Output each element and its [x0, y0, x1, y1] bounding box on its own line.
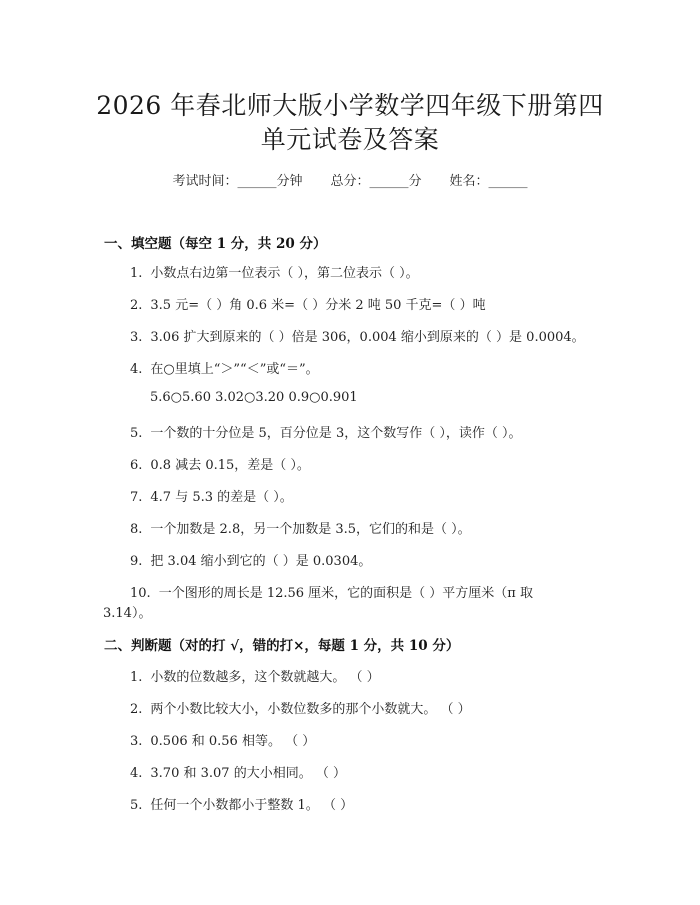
question-item	[130, 518, 471, 537]
question-number: 4.	[130, 362, 143, 377]
question-number: 5.	[130, 426, 143, 441]
question-text: 小数的位数越多，这个数就越大。 （ ）	[150, 670, 380, 685]
question-text: 5.6○5.60 3.02○3.20 0.9○0.901	[150, 390, 358, 405]
question-text: 一个加数是 2.8，另一个加数是 3.5，它们的和是（ ）。	[150, 522, 471, 537]
question-text: 两个小数比较大小，小数位数多的那个小数就大。 （ ）	[150, 702, 471, 717]
question-item	[130, 422, 521, 441]
question-item	[130, 698, 471, 717]
question-number: 5.	[130, 798, 143, 813]
question-item	[130, 358, 319, 377]
section-heading-fill-blank: 一、填空题（每空 1 分，共 20 分）	[104, 236, 327, 252]
question-item	[130, 794, 353, 813]
question-number: 1.	[130, 670, 143, 685]
question-text: 把 3.04 缩小到它的（ ）是 0.0304。	[150, 554, 372, 569]
question-text: 0.506 和 0.56 相等。 （ ）	[150, 734, 316, 749]
question-item	[130, 582, 533, 601]
question-item	[130, 666, 380, 685]
question-item	[130, 762, 346, 781]
question-number: 9.	[130, 554, 143, 569]
question-text: 小数点右边第一位表示（ ），第二位表示（ ）。	[150, 266, 419, 281]
question-text: 在○里填上“＞”“＜”或“＝”。	[150, 362, 319, 377]
question-number: 3.	[130, 330, 143, 345]
exam-meta	[0, 170, 700, 189]
question-text: 3.70 和 3.07 的大小相同。 （ ）	[150, 766, 346, 781]
question-number: 4.	[130, 766, 143, 781]
question-number: 2.	[130, 702, 143, 717]
page-title-line1: 2026 年春北师大版小学数学四年级下册第四	[96, 91, 604, 120]
question-text: 任何一个小数都小于整数 1。 （ ）	[150, 798, 354, 813]
question-number: 8.	[130, 522, 143, 537]
question-number: 2.	[130, 298, 143, 313]
page-title-line2: 单元试卷及答案	[260, 125, 440, 154]
question-text: 一个数的十分位是 5，百分位是 3，这个数写作（ ），读作（ ）。	[150, 426, 522, 441]
total-score-field: 总分：______分	[330, 174, 422, 189]
question-text: 0.8 减去 0.15，差是（ ）。	[150, 458, 310, 473]
question-item	[130, 326, 585, 345]
question-number: 10.	[130, 586, 151, 601]
question-item	[130, 730, 315, 749]
question-text: 一个图形的周长是 12.56 厘米，它的面积是（ ）平方厘米（π 取	[158, 586, 533, 601]
question-continuation: 3.14）。	[103, 606, 152, 621]
question-number: 7.	[130, 490, 143, 505]
question-item	[130, 550, 371, 569]
question-number: 1.	[130, 266, 143, 281]
question-text: 4.7 与 5.3 的差是（ ）。	[150, 490, 293, 505]
exam-time-field: 考试时间：______分钟	[172, 174, 303, 189]
question-text: 3.5 元=（ ）角 0.6 米=（ ）分米 2 吨 50 千克=（ ）吨	[150, 298, 486, 313]
question-text: 3.06 扩大到原来的（ ）倍是 306，0.004 缩小到原来的（ ）是 0.0004。	[150, 330, 585, 345]
question-item	[130, 294, 486, 313]
question-item	[130, 454, 310, 473]
question-item	[130, 262, 419, 281]
question-number: 6.	[130, 458, 143, 473]
question-subline	[150, 390, 358, 405]
section-heading-true-false: 二、判断题（对的打 √，错的打×，每题 1 分，共 10 分）	[104, 638, 460, 654]
question-item	[130, 486, 293, 505]
question-number: 3.	[130, 734, 143, 749]
student-name-field: 姓名：______	[449, 174, 528, 189]
